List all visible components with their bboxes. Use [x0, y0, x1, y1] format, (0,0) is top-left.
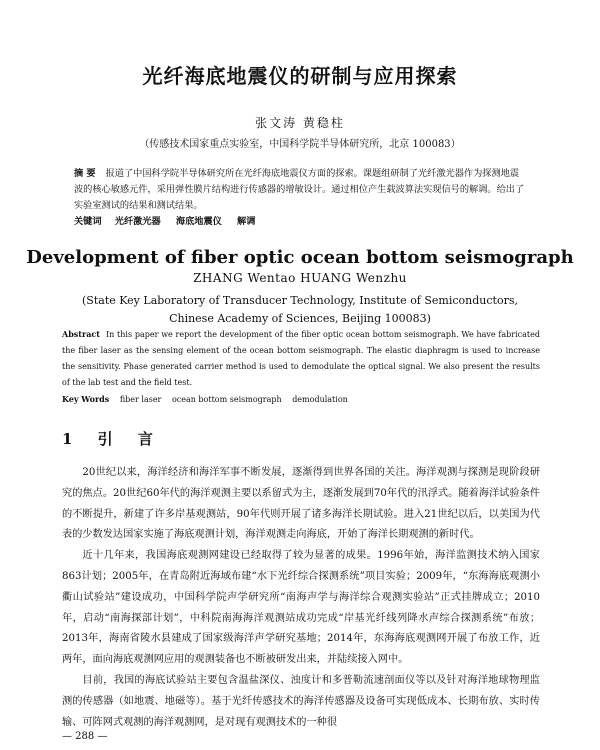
keywords-chinese [74, 214, 526, 230]
section-heading [62, 428, 163, 449]
keywords-chinese-label: 关键词 [74, 216, 102, 227]
abstract-chinese-label: 摘 要 [74, 168, 96, 179]
keyword-english-item: ocean bottom seismograph [171, 395, 282, 404]
authors-english: ZHANG Wentao HUANG Wenzhu [193, 271, 407, 285]
keyword-chinese-item: 海底地震仪 [175, 216, 222, 227]
title-english: Development of fiber optic ocean bottom seismograph [26, 247, 574, 268]
abstract-chinese [74, 166, 526, 230]
body-paragraph: 近十几年来，我国海底观测网建设已经取得了较为显著的成果。1996年始，海洋监测技术纳入国家863计划；2005年，在青岛附近海域布建“水下光纤综合探测系统”项目实验；2009年，“东海海底观测小衢山试验站”建设成功，中国科学院声学研究所“南海声学与海洋综合观测实验站”正式挂牌成立；2010年，启动“南海探部计划”，中科院南海海洋观测站成功完成“岸基光纤线列降水声综合探测系统”布放；2013年，海南省陵水县建成了国家级海洋声学研究基地；2014年，东海海底观测网开展了布放工作，近两年，面向海底观测网应用的观测装备也不断被研发出来，并陆续接入网中。 [62, 550, 540, 666]
body-paragraph: 20世纪以来，海洋经济和海洋军事不断发展，逐渐得到世界各国的关注。海洋观测与探测是现阶段研究的焦点。20世纪60年代的海洋观测主要以系留式为主，逐渐发展到70年代的汛浮式。随着海洋试验条件的不断提升，新建了许多岸基观测站，90年代则开展了诸多海洋长期试验。进入21世纪以后，以美国为代表的少数发达国家实施了海底观测计划，海洋观测走向海底，开始了海洋长期观测的新时代。 [62, 467, 540, 541]
section-number: 1 [62, 430, 83, 448]
affiliation-english [0, 292, 600, 328]
affiliation-chinese: （传感技术国家重点实验室，中国科学院半导体研究所，北京 100083） [139, 139, 461, 150]
keyword-english-item: fiber laser [119, 395, 162, 404]
abstract-english-label: Abstract [62, 329, 100, 339]
keywords-english [62, 394, 540, 404]
affiliation-english-line: (State Key Laboratory of Transducer Technology, Institute of Semiconductors, [82, 294, 518, 307]
body-paragraph: 目前，我国的海底试验站主要包含温盐深仪、浊度计和多普勒流速剖面仪等以及针对海洋地球物理监测的传感器（如地震、地磁等）。基于光纤传感技术的海洋传感器及设备可实现低成本、长期布放、实时传输、可阵网式观测的海洋观测网，是对现有观测技术的一种很 [62, 674, 540, 728]
page-number: — 288 — [62, 731, 108, 742]
body-text [62, 463, 540, 733]
abstract-chinese-text: 报道了中国科学院半导体研究所在光纤海底地震仪方面的探索。课题组研制了光纤激光器作为探测地震波的核心敏感元件，采用弹性膜片结构进行传感器的增敏设计。通过相位产生载波算法实现信号的解调。给出了实验室测试的结果和测试结果。 [74, 168, 525, 211]
abstract-english [62, 326, 540, 391]
section-title: 引 言 [97, 430, 163, 448]
keyword-chinese-item: 解调 [237, 216, 256, 227]
abstract-chinese-paragraph [74, 166, 526, 214]
keywords-english-label: Key Words [62, 394, 110, 404]
abstract-english-text: In this paper we report the development of the fiber optic ocean bottom seismograph. We have fabricated the fiber laser as the sensing element of the ocean bottom seismograph. The elastic diaphragm is used to increase the sensitivity. Phase generated carrier method is used to demodulate the optical signal. We also present the results of the lab test and the field test. [62, 330, 540, 387]
title-chinese: 光纤海底地震仪的研制与应用探索 [142, 64, 458, 88]
keyword-chinese-item: 光纤激光器 [114, 216, 161, 227]
affiliation-english-line: Chinese Academy of Sciences, Beijing 100083) [169, 312, 431, 325]
keyword-english-item: demodulation [292, 395, 348, 404]
authors-chinese: 张文涛 黄稳柱 [255, 116, 345, 130]
